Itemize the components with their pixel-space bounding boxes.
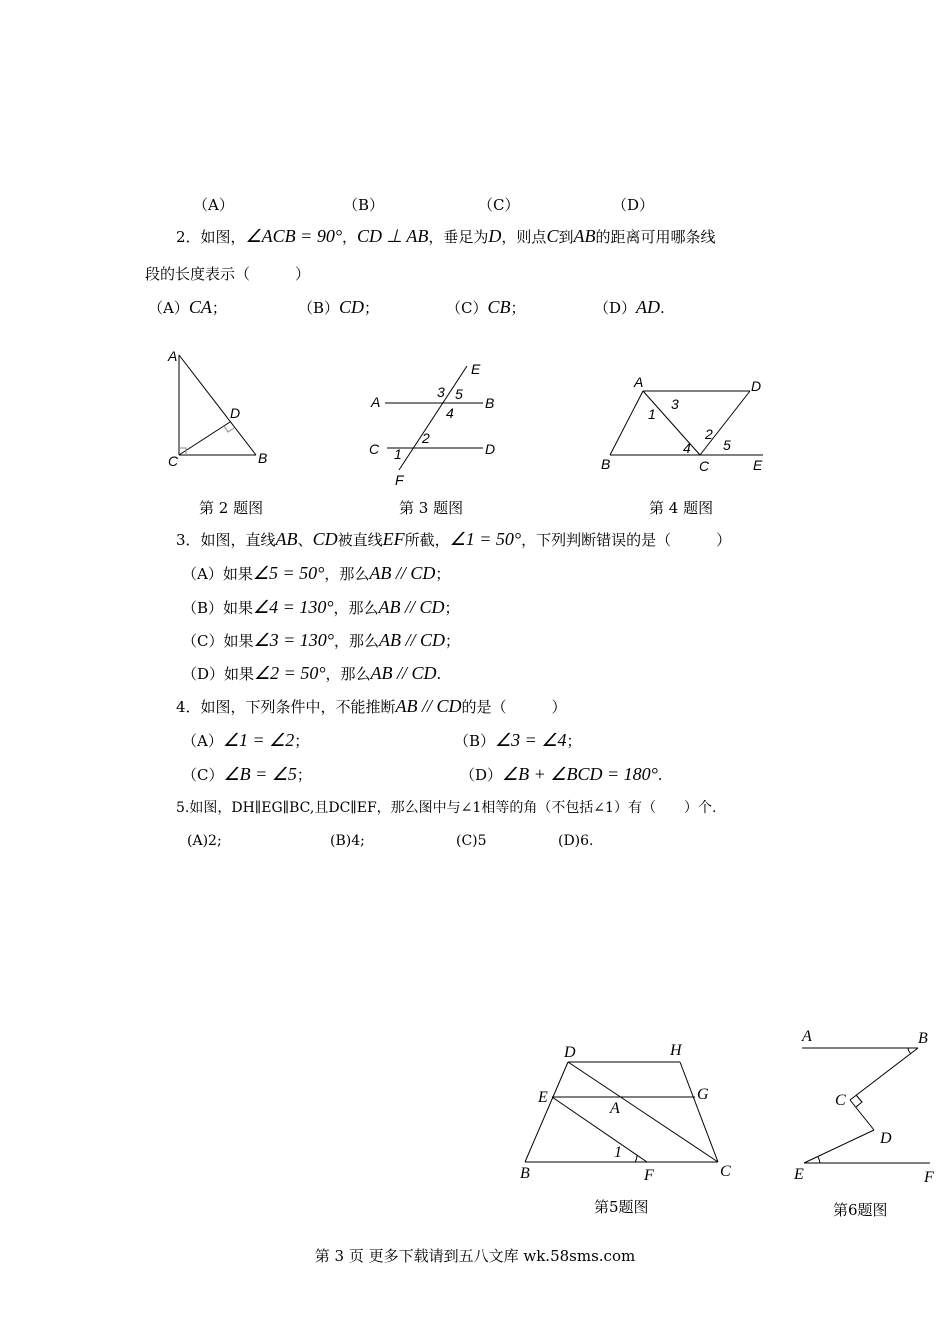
fig5-label-b: B: [520, 1165, 530, 1182]
fig4-label-d: D: [751, 378, 762, 394]
fig3-label-1: 1: [394, 446, 402, 462]
fig4-label-1: 1: [648, 406, 656, 422]
q4-option-b: （B）∠3 = ∠4；: [454, 730, 582, 750]
fig3-label-c: C: [369, 441, 380, 457]
fig3-label-f: F: [395, 472, 404, 488]
fig5-label-1: 1: [614, 1144, 622, 1161]
fig3-label-a: A: [371, 394, 381, 410]
fig3-label-5: 5: [455, 386, 463, 402]
fig3-caption: 第 3 题图: [399, 499, 464, 517]
figure-3-diagram: [365, 358, 505, 490]
q2-option-d: （D）AD.: [594, 297, 665, 317]
fig3-label-2: 2: [422, 430, 430, 446]
fig3-label-e: E: [471, 361, 481, 377]
q4-option-a: （A）∠1 = ∠2；: [182, 730, 310, 750]
fig5-caption: 第5题图: [594, 1198, 649, 1216]
fig5-label-h: H: [670, 1042, 682, 1059]
q4-option-c: （C）∠B = ∠5；: [182, 764, 312, 784]
q2-option-b: （B）CD；: [298, 297, 380, 317]
figure-2-diagram: [160, 340, 280, 475]
fig2-label-a: A: [168, 348, 178, 364]
fig2-label-b: B: [258, 450, 268, 466]
fig3-label-3: 3: [437, 384, 445, 400]
q1-option-b: （B）: [343, 196, 385, 214]
q2-option-c: （C）CB；: [446, 297, 526, 317]
page-footer: 第 3 页 更多下载请到五八文库 wk.58sms.com: [314, 1247, 636, 1265]
fig4-label-e: E: [753, 457, 763, 473]
fig5-label-f: F: [644, 1167, 654, 1184]
q3-option-b: （B）如果∠4 = 130°，那么AB // CD；: [182, 597, 460, 617]
q3-option-c: （C）如果∠3 = 130°，那么AB // CD；: [182, 630, 460, 650]
q4-stem: 4．如图，下列条件中，不能推断AB // CD的是（ ）: [176, 696, 567, 716]
fig6-label-e: E: [794, 1166, 804, 1183]
fig3-label-4: 4: [446, 405, 454, 421]
q2-option-a: （A）CA；: [148, 297, 227, 317]
q4-option-d: （D）∠B + ∠BCD = 180°.: [460, 764, 663, 784]
figure-5-diagram: [510, 1035, 750, 1185]
figure-6-diagram: [790, 1022, 950, 1192]
q5-option-d: (D)6.: [558, 833, 594, 849]
q2-stem-line1: 2．如图，∠ACB = 90°，CD ⊥ AB，垂足为D，则点C到AB的距离可用哪条线: [176, 226, 716, 246]
fig2-label-c: C: [168, 453, 179, 469]
fig6-label-d: D: [880, 1130, 892, 1147]
fig4-caption: 第 4 题图: [649, 499, 714, 517]
fig6-label-f: F: [924, 1169, 934, 1186]
q2-stem-line2: 段的长度表示（ ）: [145, 265, 311, 283]
fig2-label-d: D: [230, 405, 241, 421]
fig5-label-c: C: [720, 1163, 731, 1180]
fig2-caption: 第 2 题图: [199, 499, 264, 517]
fig4-label-c: C: [699, 458, 710, 474]
fig5-label-e: E: [538, 1089, 548, 1106]
fig4-label-2: 2: [705, 426, 713, 442]
q3-option-d: （D）如果∠2 = 50°，那么AB // CD.: [182, 663, 442, 683]
fig6-label-b: B: [918, 1030, 928, 1047]
fig3-label-b: B: [485, 395, 495, 411]
fig6-label-c: C: [835, 1092, 846, 1109]
fig5-label-g: G: [697, 1086, 709, 1103]
fig4-label-a: A: [634, 374, 644, 390]
q5-option-b: (B)4;: [330, 833, 365, 849]
q3-option-a: （A）如果∠5 = 50°，那么AB // CD；: [182, 563, 451, 583]
fig4-label-4: 4: [683, 440, 691, 456]
q5-stem: 5.如图，DH∥EG∥BC,且DC∥EF，那么图中与∠1相等的角（不包括∠1）有（ ）个.: [176, 800, 717, 816]
fig3-label-d: D: [485, 441, 496, 457]
figure-4-diagram: [595, 370, 775, 480]
fig4-label-5: 5: [723, 437, 731, 453]
q1-option-d: （D）: [612, 196, 655, 214]
q5-option-c: (C)5: [456, 833, 487, 849]
q1-option-a: （A）: [193, 196, 234, 214]
q5-option-a: (A)2;: [187, 833, 222, 849]
fig6-label-a: A: [802, 1028, 812, 1045]
q3-stem: 3．如图，直线AB、CD被直线EF所截，∠1 = 50°，下列判断错误的是（ ）: [176, 529, 732, 549]
fig5-label-d: D: [564, 1044, 576, 1061]
q1-option-c: （C）: [478, 196, 520, 214]
fig5-label-a: A: [610, 1100, 620, 1117]
fig4-label-3: 3: [671, 396, 679, 412]
fig6-caption: 第6题图: [833, 1201, 888, 1219]
fig4-label-b: B: [601, 456, 611, 472]
